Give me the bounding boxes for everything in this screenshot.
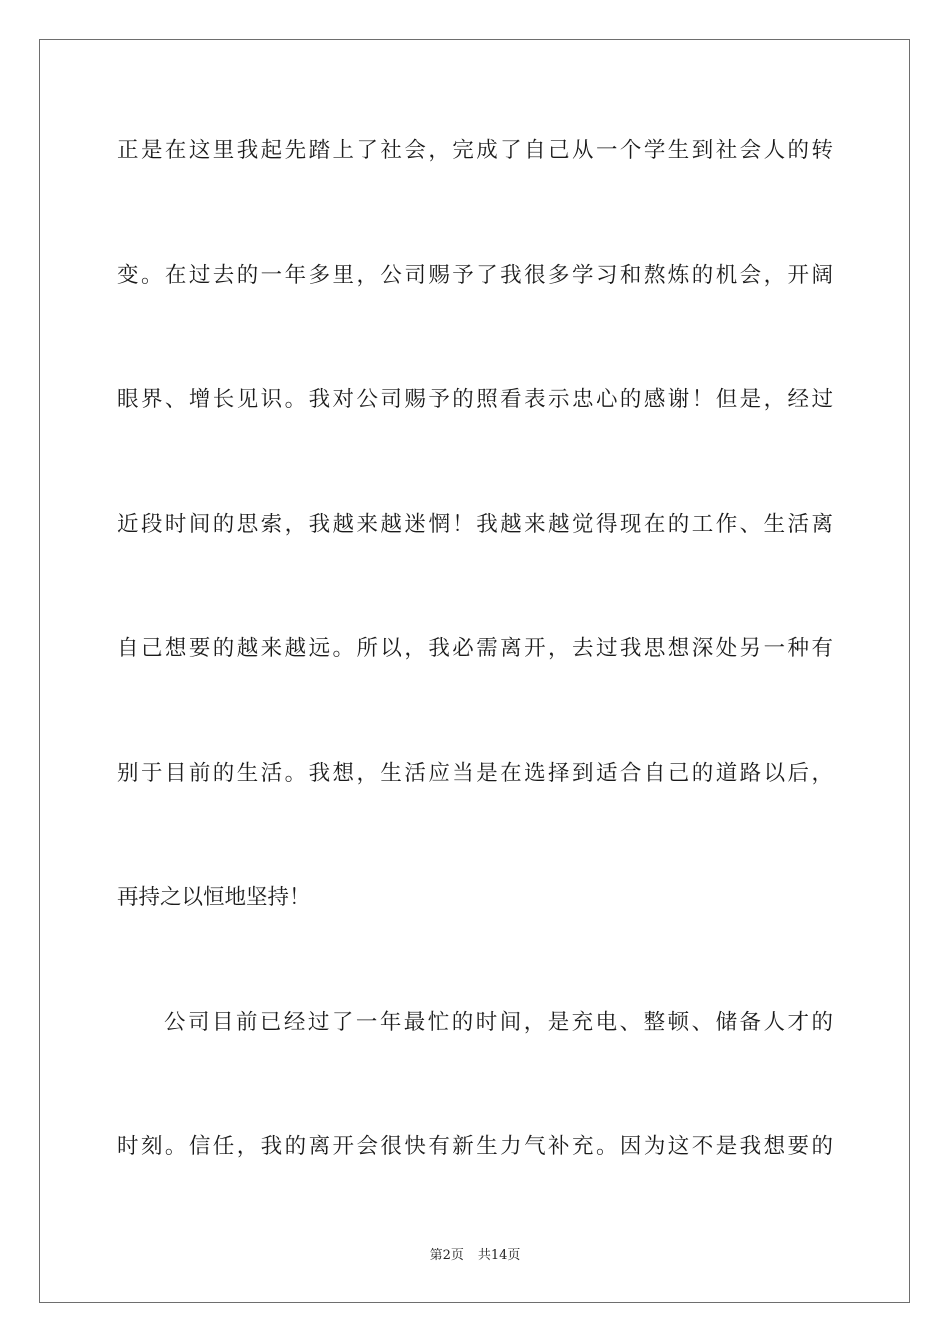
text-line: 再持之以恒地坚持！ xyxy=(117,885,311,910)
text-line: 近段时间的思索，我越来越迷惘！我越来越觉得现在的工作、生活离 xyxy=(117,512,833,537)
page-frame xyxy=(39,39,910,1303)
text-line: 正是在这里我起先踏上了社会，完成了自己从一个学生到社会人的转 xyxy=(117,138,833,163)
text-line: 自己想要的越来越远。所以，我必需离开，去过我思想深处另一种有 xyxy=(117,636,833,661)
page-number: 第2页 xyxy=(429,1248,464,1263)
page-total: 共14页 xyxy=(477,1248,521,1263)
text-line: 眼界、增长见识。我对公司赐予的照看表示忠心的感谢！但是，经过 xyxy=(117,387,833,412)
text-line: 时刻。信任，我的离开会很快有新生力气补充。因为这不是我想要的 xyxy=(117,1134,833,1159)
paragraph-first-line: 公司目前已经过了一年最忙的时间，是充电、整顿、储备人才的 xyxy=(164,1010,833,1035)
page-footer xyxy=(0,1247,950,1265)
text-line: 别于目前的生活。我想，生活应当是在选择到适合自己的道路以后， xyxy=(117,761,833,786)
text-line: 变。在过去的一年多里，公司赐予了我很多学习和熬炼的机会，开阔 xyxy=(117,263,833,288)
